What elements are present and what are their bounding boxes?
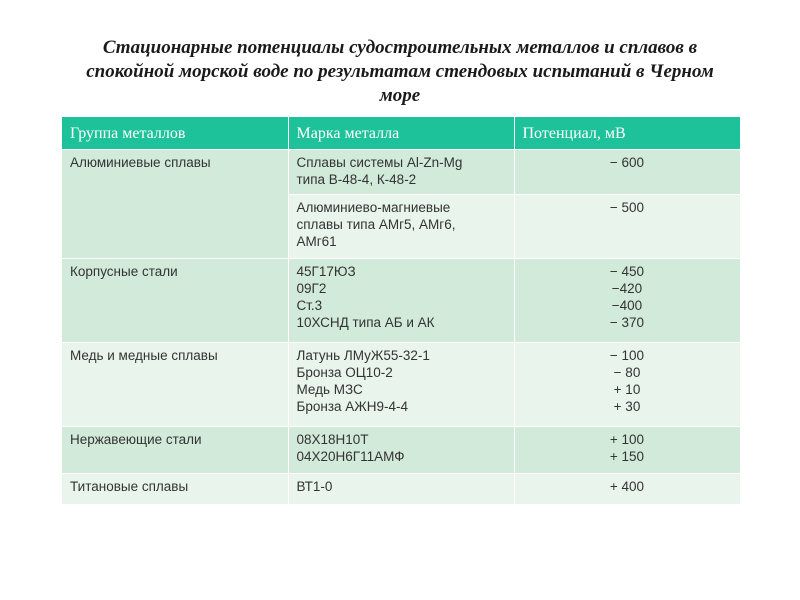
potential-cell xyxy=(514,259,740,343)
metal-grade-line: Бронза ОЦ10-2 xyxy=(296,365,393,380)
potential-cell xyxy=(514,427,740,474)
potential-cell xyxy=(514,343,740,427)
potential-value: + 400 xyxy=(609,479,645,494)
potentials-table xyxy=(62,117,741,504)
metal-group-cell: Титановые сплавы xyxy=(62,474,288,504)
metal-grade-cell xyxy=(288,427,514,474)
potential-value: − 80 xyxy=(613,365,641,380)
metal-grade-cell xyxy=(288,150,514,195)
metal-group-cell: Алюминиевые сплавы xyxy=(62,150,288,259)
metal-grade-cell xyxy=(288,343,514,427)
potentials-table-container xyxy=(62,117,740,504)
potential-value: −420 xyxy=(611,281,643,296)
potential-value: − 370 xyxy=(609,315,645,330)
metal-grade-line: АМг61 xyxy=(296,234,337,249)
metal-group-cell: Медь и медные сплавы xyxy=(62,343,288,427)
metal-grade-line: 09Г2 xyxy=(296,281,327,296)
metal-grade-line: 45Г17ЮЗ xyxy=(296,264,356,279)
table-row xyxy=(62,259,740,343)
metal-grade-line: типа В-48-4, К-48-2 xyxy=(296,172,417,187)
table-row xyxy=(62,343,740,427)
metal-grade-line: ВТ1-0 xyxy=(296,479,333,494)
metal-grade-line: Медь МЗС xyxy=(296,382,363,397)
potential-value: + 150 xyxy=(609,449,645,464)
table-body xyxy=(62,150,740,504)
potential-cell xyxy=(514,195,740,259)
metal-group-cell: Нержавеющие стали xyxy=(62,427,288,474)
metal-grade-line: 04Х20Н6Г11АМФ xyxy=(296,449,405,464)
potential-value: − 450 xyxy=(609,264,645,279)
potential-cell xyxy=(514,474,740,504)
table-row xyxy=(62,427,740,474)
header-row xyxy=(62,117,740,150)
potential-value: − 600 xyxy=(609,155,645,170)
potential-value: − 500 xyxy=(609,200,645,215)
metal-grade-line: Алюминиево-магниевые xyxy=(296,200,451,215)
potential-value: + 30 xyxy=(613,399,641,414)
metal-grade-line: Латунь ЛМуЖ55-32-1 xyxy=(296,348,430,363)
metal-grade-line: Ст.3 xyxy=(296,298,323,313)
metal-grade-cell xyxy=(288,195,514,259)
metal-grade-line: 08Х18Н10Т xyxy=(296,432,369,447)
header-metal-grade: Марка металла xyxy=(288,117,514,150)
potential-value: + 100 xyxy=(609,432,645,447)
metal-grade-line: Бронза АЖН9-4-4 xyxy=(296,399,409,414)
metal-grade-cell xyxy=(288,259,514,343)
potential-value: −400 xyxy=(611,298,643,313)
potential-value: − 100 xyxy=(609,348,645,363)
metal-group-cell: Корпусные стали xyxy=(62,259,288,343)
metal-grade-line: 10ХСНД типа АБ и АК xyxy=(296,315,435,330)
potential-value: + 10 xyxy=(613,382,641,397)
table-row xyxy=(62,474,740,504)
metal-grade-line: Сплавы системы Al-Zn-Mg xyxy=(296,155,463,170)
header-potential: Потенциал, мВ xyxy=(514,117,740,150)
metal-grade-line: сплавы типа АМг5, АМг6, xyxy=(296,217,456,232)
header-metal-group: Группа металлов xyxy=(62,117,288,150)
metal-grade-cell xyxy=(288,474,514,504)
slide-title: Стационарные потенциалы судостроительных металлов и сплавов в спокойной морской воде по результатам стендовых испытаний в Черном море xyxy=(86,37,714,106)
table-header xyxy=(62,117,740,150)
table-row xyxy=(62,150,740,195)
potential-cell xyxy=(514,150,740,195)
